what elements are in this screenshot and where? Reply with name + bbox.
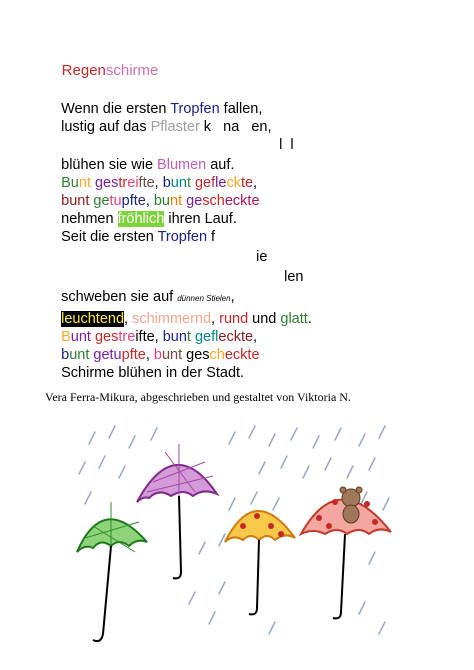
seg: eckte [224,347,260,363]
umbrella-drawing [75,422,397,650]
author-credit: Vera Ferra-Mikura, abgeschrieben und gestaltet von Viktoria N. [45,390,351,404]
seg: Bu [61,175,79,191]
seg: pfte [121,347,146,363]
seg: ck [226,175,241,191]
seg: b [158,175,171,191]
word-tropfen: Tropfen [157,229,208,245]
seg: bun [158,329,187,345]
seg: B [61,329,71,345]
word-glatt: glatt [280,311,308,327]
title-part-regen: Regen [61,62,106,79]
text: Schirme blühen in der Stadt. [61,365,245,381]
seg: ges [182,347,210,363]
seg: tr [118,175,128,191]
seg: , [253,329,258,345]
seg: t [186,175,191,191]
seg: bu [149,193,171,209]
text: Wenn die ersten [61,101,171,117]
seg: le [215,175,227,191]
poem-line-3 [263,118,294,172]
small-italic-text: dünnen Stielen [177,294,231,303]
word-tropfen: Tropfen [170,101,220,117]
seg: gefl [190,329,219,345]
text: , [124,311,133,327]
seg: pfte [121,193,146,209]
seg: b [61,347,70,363]
word-schimmernd: schimmernd [132,311,212,327]
seg: tu [109,193,122,209]
seg: un [170,175,187,191]
seg: ge [182,193,203,209]
seg: sch [202,193,225,209]
word-rund: rund [219,311,249,327]
seg: tre [118,329,136,345]
seg: ifte [135,329,155,345]
poem-line-8 [45,210,215,264]
text: , [211,311,220,327]
poem-line-9 [240,230,267,284]
seg: ge [89,193,110,209]
seg: fte [138,175,155,191]
text: Seit die ersten [61,229,158,245]
text: nehmen [61,211,118,227]
seg: , [154,175,159,191]
text: lustig auf das [61,119,151,135]
text: ihren Lauf. [164,211,237,227]
seg: ges [90,329,119,345]
text: l l [279,137,294,153]
seg: nt [78,175,91,191]
seg: , [154,329,159,345]
seg: ges [90,175,119,191]
seg: bunt [61,193,90,209]
seg: ch [209,347,225,363]
seg: unt [161,347,183,363]
word-leuchtend: leuchtend [61,311,125,327]
word-blumen: Blumen [157,157,207,173]
seg: , [253,175,258,191]
seg: t [186,329,191,345]
text: schweben sie auf [61,289,178,305]
title-part-schirme: schirme [105,62,159,79]
seg: , [145,347,150,363]
word-pflaster: Pflaster [150,119,200,135]
seg: b [149,347,162,363]
seg: eckte [218,329,254,345]
text: . [307,311,312,327]
text: fallen, [219,101,263,117]
text: auf. [206,157,235,173]
seg: nt [170,193,183,209]
seg: ei [127,175,139,191]
text: , [230,289,235,305]
text: und [248,311,281,327]
seg: unt [70,329,91,345]
text: blühen sie wie [61,157,158,173]
seg: te [240,175,254,191]
text: len [284,269,304,285]
seg: unt [69,347,90,363]
text: f [207,229,216,245]
text: k na en, [199,119,272,135]
seg: eckte [224,193,260,209]
seg: getu [89,347,122,363]
word-froehlich: fröhlich [117,211,165,227]
text: ie [256,249,268,265]
seg: gef [190,175,216,191]
seg: , [145,193,150,209]
